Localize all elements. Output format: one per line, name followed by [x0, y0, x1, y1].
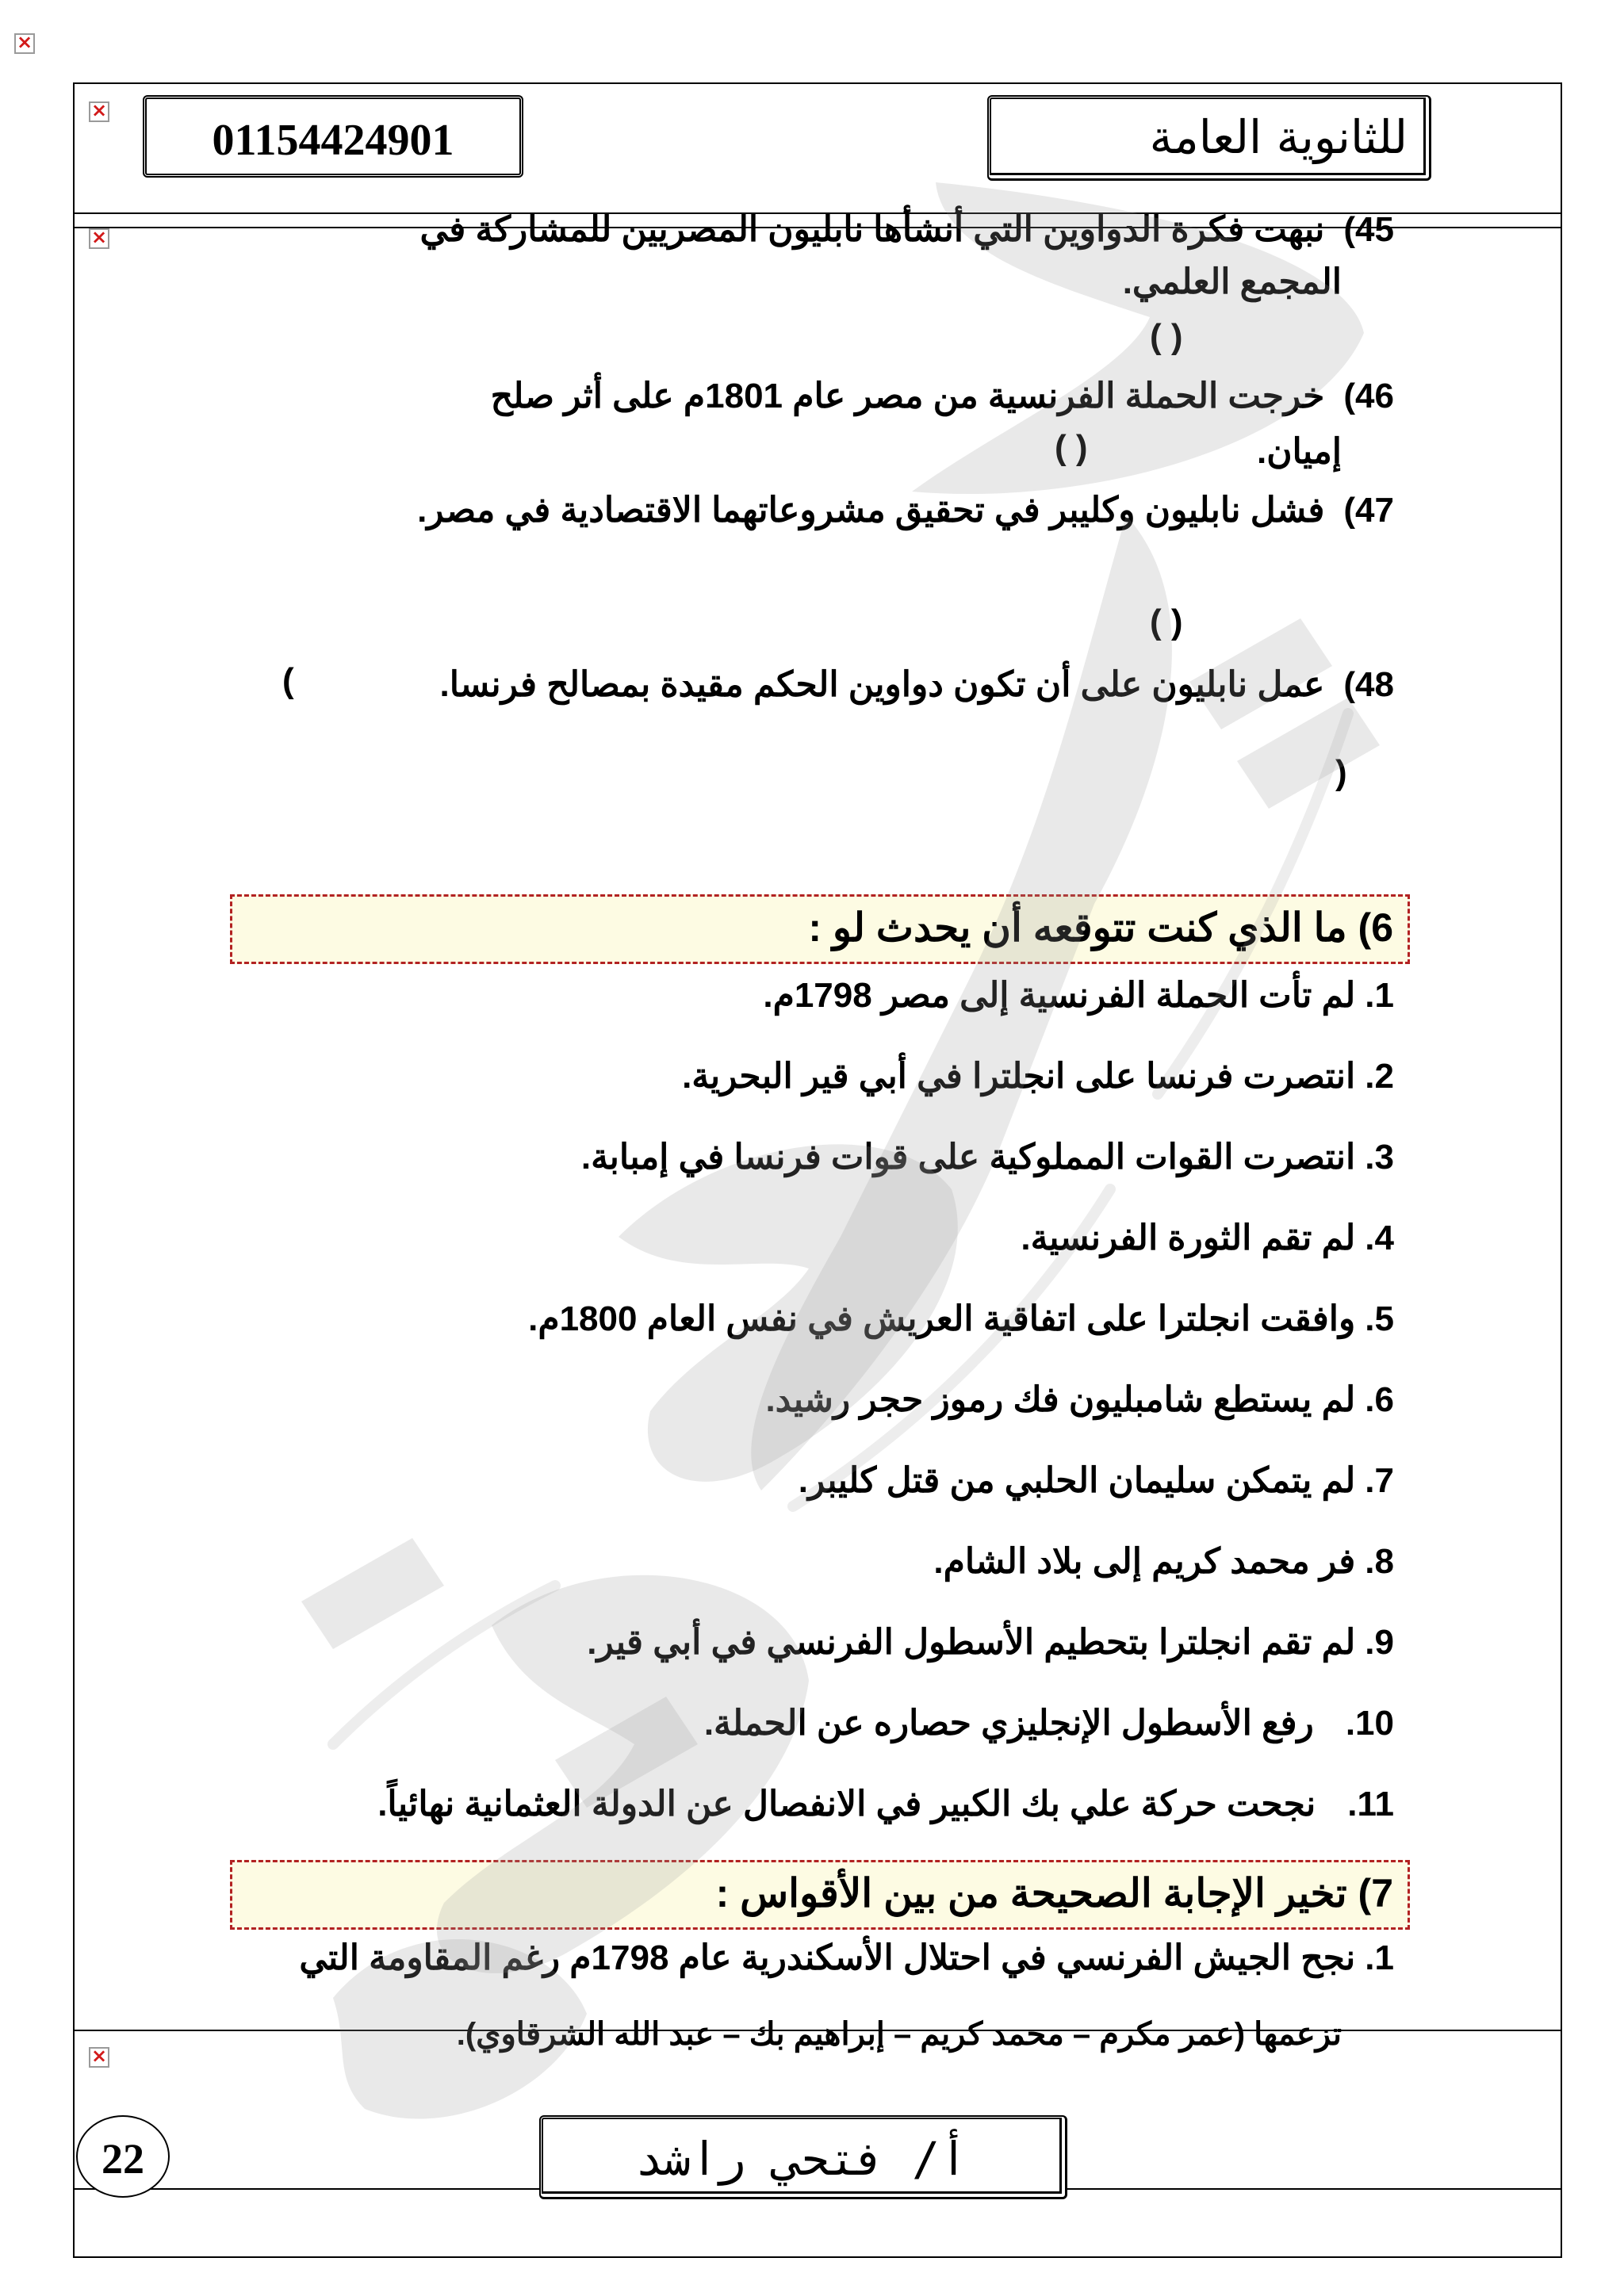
- question-46: [491, 373, 1394, 420]
- item-text: لم تقم انجلترا بتحطيم الأسطول الفرنسي في أبي قير.: [587, 1623, 1356, 1662]
- section-7-header: [230, 1860, 1410, 1930]
- question-text: خرجت الحملة الفرنسية من مصر عام 1801م على أثر صلح: [490, 377, 1325, 415]
- item-number: 11.: [1347, 1785, 1394, 1823]
- header-title-box: [987, 95, 1431, 181]
- list-item-continued: تزعمها (عمر مكرم – محمد كريم – إبراهيم بك – عبد الله الشرقاوي).: [456, 2017, 1342, 2052]
- page-number: 22: [102, 2135, 144, 2183]
- item-text: انتصرت القوات المملوكية على قوات فرنسا في إمبابة.: [580, 1138, 1356, 1177]
- list-item: [682, 1053, 1394, 1100]
- answer-blank: ( ): [1150, 317, 1183, 356]
- item-number: 1.: [1365, 976, 1394, 1015]
- item-number: 7.: [1365, 1461, 1394, 1500]
- item-text: وافقت انجلترا على اتفاقية العريش في نفس العام 1800م.: [528, 1299, 1356, 1338]
- question-number: 48): [1343, 665, 1394, 704]
- section-6-header: [230, 894, 1410, 964]
- item-number: 2.: [1365, 1057, 1394, 1096]
- list-item: [704, 1700, 1394, 1747]
- item-text: لم يتمكن سليمان الحلبي من قتل كليبر.: [798, 1461, 1356, 1500]
- item-text: لم تقم الثورة الفرنسية.: [1021, 1219, 1356, 1257]
- phone-box: [143, 95, 523, 178]
- page-number-badge: [76, 2115, 170, 2198]
- question-number: 47): [1343, 491, 1394, 530]
- item-text: نجح الجيش الفرنسي في احتلال الأسكندرية عام 1798م رغم المقاومة التي: [299, 1938, 1356, 1977]
- list-item: [528, 1295, 1394, 1343]
- item-text: لم تأت الحملة الفرنسية إلى مصر 1798م.: [763, 976, 1356, 1015]
- question-number: 46): [1343, 377, 1394, 415]
- item-number: 6.: [1365, 1380, 1394, 1419]
- item-number: 5.: [1365, 1299, 1394, 1338]
- item-text: انتصرت فرنسا على انجلترا في أبي قير البحرية.: [682, 1057, 1356, 1096]
- phone-number: 01154424901: [212, 116, 454, 165]
- section-7-title: 7) تخير الإجابة الصحيحة من بين الأقواس :: [715, 1871, 1393, 1915]
- header-title: للثانوية العامة: [1149, 110, 1408, 164]
- question-text: نبهت فكرة الدواوين التي أنشأها نابليون المصريين للمشاركة في: [419, 210, 1325, 249]
- item-text: نجحت حركة علي بك الكبير في الانفصال عن الدولة العثمانية نهائياً.: [377, 1785, 1316, 1823]
- item-text: فر محمد كريم إلى بلاد الشام.: [933, 1542, 1356, 1581]
- item-number: 3.: [1365, 1138, 1394, 1177]
- author-box: [539, 2115, 1067, 2199]
- list-item: [581, 1134, 1394, 1181]
- list-item: [377, 1781, 1394, 1828]
- question-text: عمل نابليون على أن تكون دواوين الحكم مقيدة بمصالح فرنسا.: [439, 665, 1325, 704]
- list-item: [799, 1457, 1394, 1505]
- item-number: 4.: [1365, 1219, 1394, 1257]
- question-text: فشل نابليون وكليبر في تحقيق مشروعاتهما الاقتصادية في مصر.: [417, 491, 1325, 530]
- item-number: 10.: [1345, 1704, 1394, 1743]
- author-name: أ/ فتحي راشد: [634, 2132, 968, 2186]
- item-number: 1.: [1365, 1938, 1394, 1977]
- question-number: 45): [1343, 210, 1394, 249]
- question-47: [417, 487, 1394, 534]
- list-item: [1021, 1215, 1394, 1262]
- item-number: 9.: [1365, 1623, 1394, 1662]
- item-text: رفع الأسطول الإنجليزي حصاره عن الحملة.: [703, 1704, 1314, 1743]
- item-number: 8.: [1365, 1542, 1394, 1581]
- list-item: [763, 972, 1394, 1020]
- list-item: [765, 1376, 1394, 1424]
- list-item: [587, 1619, 1394, 1667]
- answer-blank: ( ): [1150, 603, 1183, 641]
- question-46-continued: إميان.: [1256, 432, 1342, 471]
- section-6-title: 6) ما الذي كنت تتوقعه أن يحدث لو :: [808, 905, 1393, 950]
- item-text: لم يستطع شامبليون فك رموز حجر رشيد.: [765, 1380, 1356, 1419]
- list-item: [299, 1934, 1394, 1982]
- answer-blank-close: ): [1335, 753, 1347, 792]
- answer-blank-open: (: [282, 661, 294, 700]
- question-45: [420, 206, 1394, 254]
- question-45-continued: المجمع العلمي.: [1122, 262, 1342, 301]
- question-48: [440, 661, 1394, 709]
- answer-blank: ( ): [1055, 428, 1088, 467]
- list-item: [933, 1538, 1394, 1586]
- broken-image-icon: [14, 33, 35, 54]
